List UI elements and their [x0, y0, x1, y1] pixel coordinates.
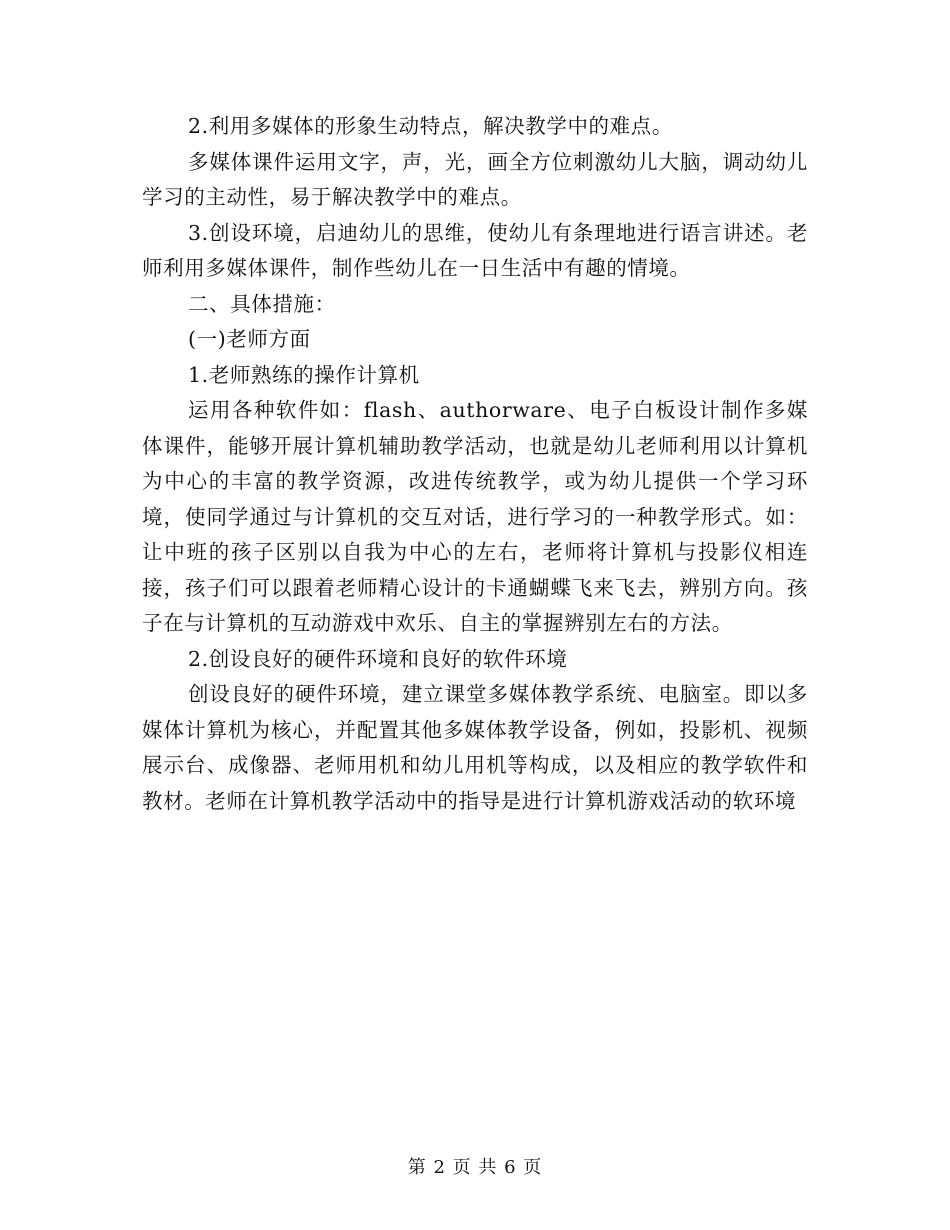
body-paragraph: 创设良好的硬件环境，建立课堂多媒体教学系统、电脑室。即以多媒体计算机为核心，并配置其他多媒体教学设备，例如，投影机、视频展示台、成像器、老师用机和幼儿用机等构成，以及相应的教学软件和教材。老师在计算机教学活动中的指导是进行计算机游戏活动的软环境 — [142, 682, 808, 813]
list-item-heading: 2.利用多媒体的形象生动特点，解决教学中的难点。 — [188, 114, 673, 138]
list-item-heading: 2.创设良好的硬件环境和良好的软件环境 — [188, 646, 568, 671]
body-paragraph: 运用各种软件如：flash、authorware、电子白板设计制作多媒体课件，能够开展计算机辅助教学活动，也就是幼儿老师利用以计算机为中心的丰富的教学资源，改进传统教学，或为幼儿提供一个学习环境，使同学通过与计算机的交互对话，进行学习的一种教学形式。如：让中班的孩子区别以自我为中心的左右，老师将计算机与投影仪相连接，孩子们可以跟着老师精心设计的卡通蝴蝶飞来飞去，辨别方向。孩子在与计算机的互动游戏中欢乐、自主的掌握辨别左右的方法。 — [142, 398, 808, 635]
body-paragraph: 多媒体课件运用文字，声，光，画全方位刺激幼儿大脑，调动幼儿学习的主动性，易于解决教学中的难点。 — [142, 149, 808, 209]
subsection-heading: (一)老师方面 — [188, 327, 311, 351]
document-body — [142, 109, 808, 819]
page-number-footer: 第 2 页 共 6 页 — [407, 1157, 543, 1178]
section-heading: 二、具体措施： — [188, 291, 336, 316]
list-item-heading: 1.老师熟练的操作计算机 — [188, 362, 420, 387]
body-paragraph: 3.创设环境，启迪幼儿的思维，使幼儿有条理地进行语言讲述。老师利用多媒体课件，制作些幼儿在一日生活中有趣的情境。 — [142, 220, 808, 280]
